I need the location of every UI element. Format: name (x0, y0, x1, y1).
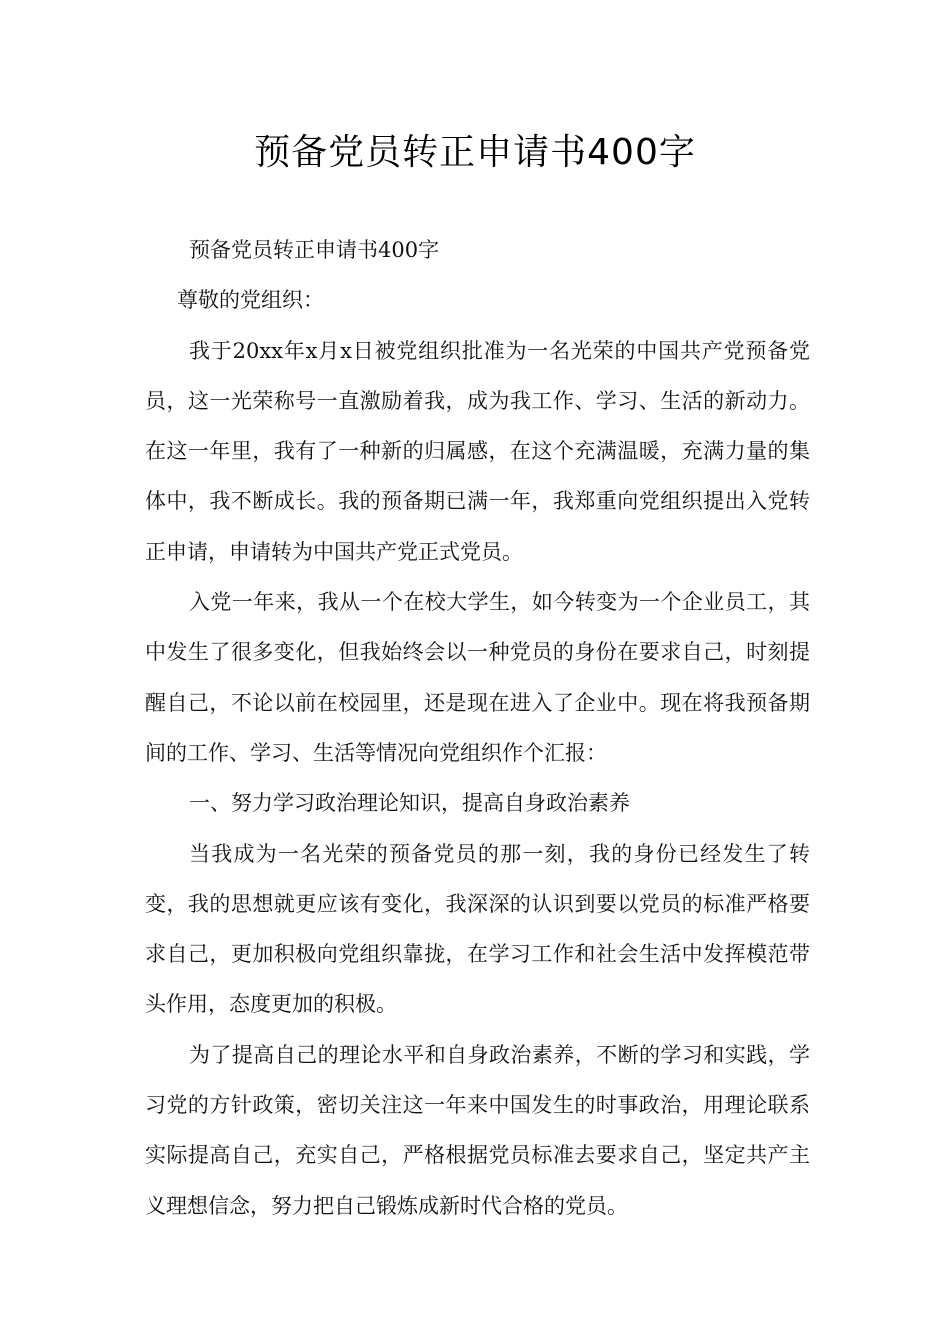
document-body (145, 225, 810, 1231)
paragraph-introduction: 我于20xx年x月x日被党组织批准为一名光荣的中国共产党预备党员，这一光荣称号一直激励着我，成为我工作、学习、生活的新动力。在这一年里，我有了一种新的归属感，在这个充满温暖，充满力量的集体中，我不断成长。我的预备期已满一年，我郑重向党组织提出入党转正申请，申请转为中国共产党正式党员。 (145, 338, 810, 564)
paragraph-identity-change: 当我成为一名光荣的预备党员的那一刻，我的身份已经发生了转变，我的思想就更应该有变化，我深深的认识到要以党员的标准严格要求自己，更加积极向党组织靠拢，在学习工作和社会生活中发挥模范带头作用，态度更加的积极。 (145, 841, 810, 1017)
paragraph-heading-repeat: 预备党员转正申请书400字 (189, 238, 440, 262)
paragraph-salutation: 尊敬的党组织： (177, 288, 324, 313)
paragraph-growth: 入党一年来，我从一个在校大学生，如今转变为一个企业员工，其中发生了很多变化，但我始终会以一种党员的身份在要求自己，时刻提醒自己，不论以前在校园里，还是现在进入了企业中。现在将我预备期间的工作、学习、生活等情况向党组织作个汇报： (145, 590, 810, 765)
document-title: 预备党员转正申请书400字 (254, 132, 696, 173)
section-heading-political-study: 一、努力学习政治理论知识，提高自身政治素养 (189, 791, 630, 816)
paragraph-theory-study: 为了提高自己的理论水平和自身政治素养，不断的学习和实践，学习党的方针政策，密切关注这一年来中国发生的时事政治，用理论联系实际提高自己，充实自己，严格根据党员标准去要求自己，坚定共产主义理想信念，努力把自己锻炼成新时代合格的党员。 (145, 1042, 810, 1218)
